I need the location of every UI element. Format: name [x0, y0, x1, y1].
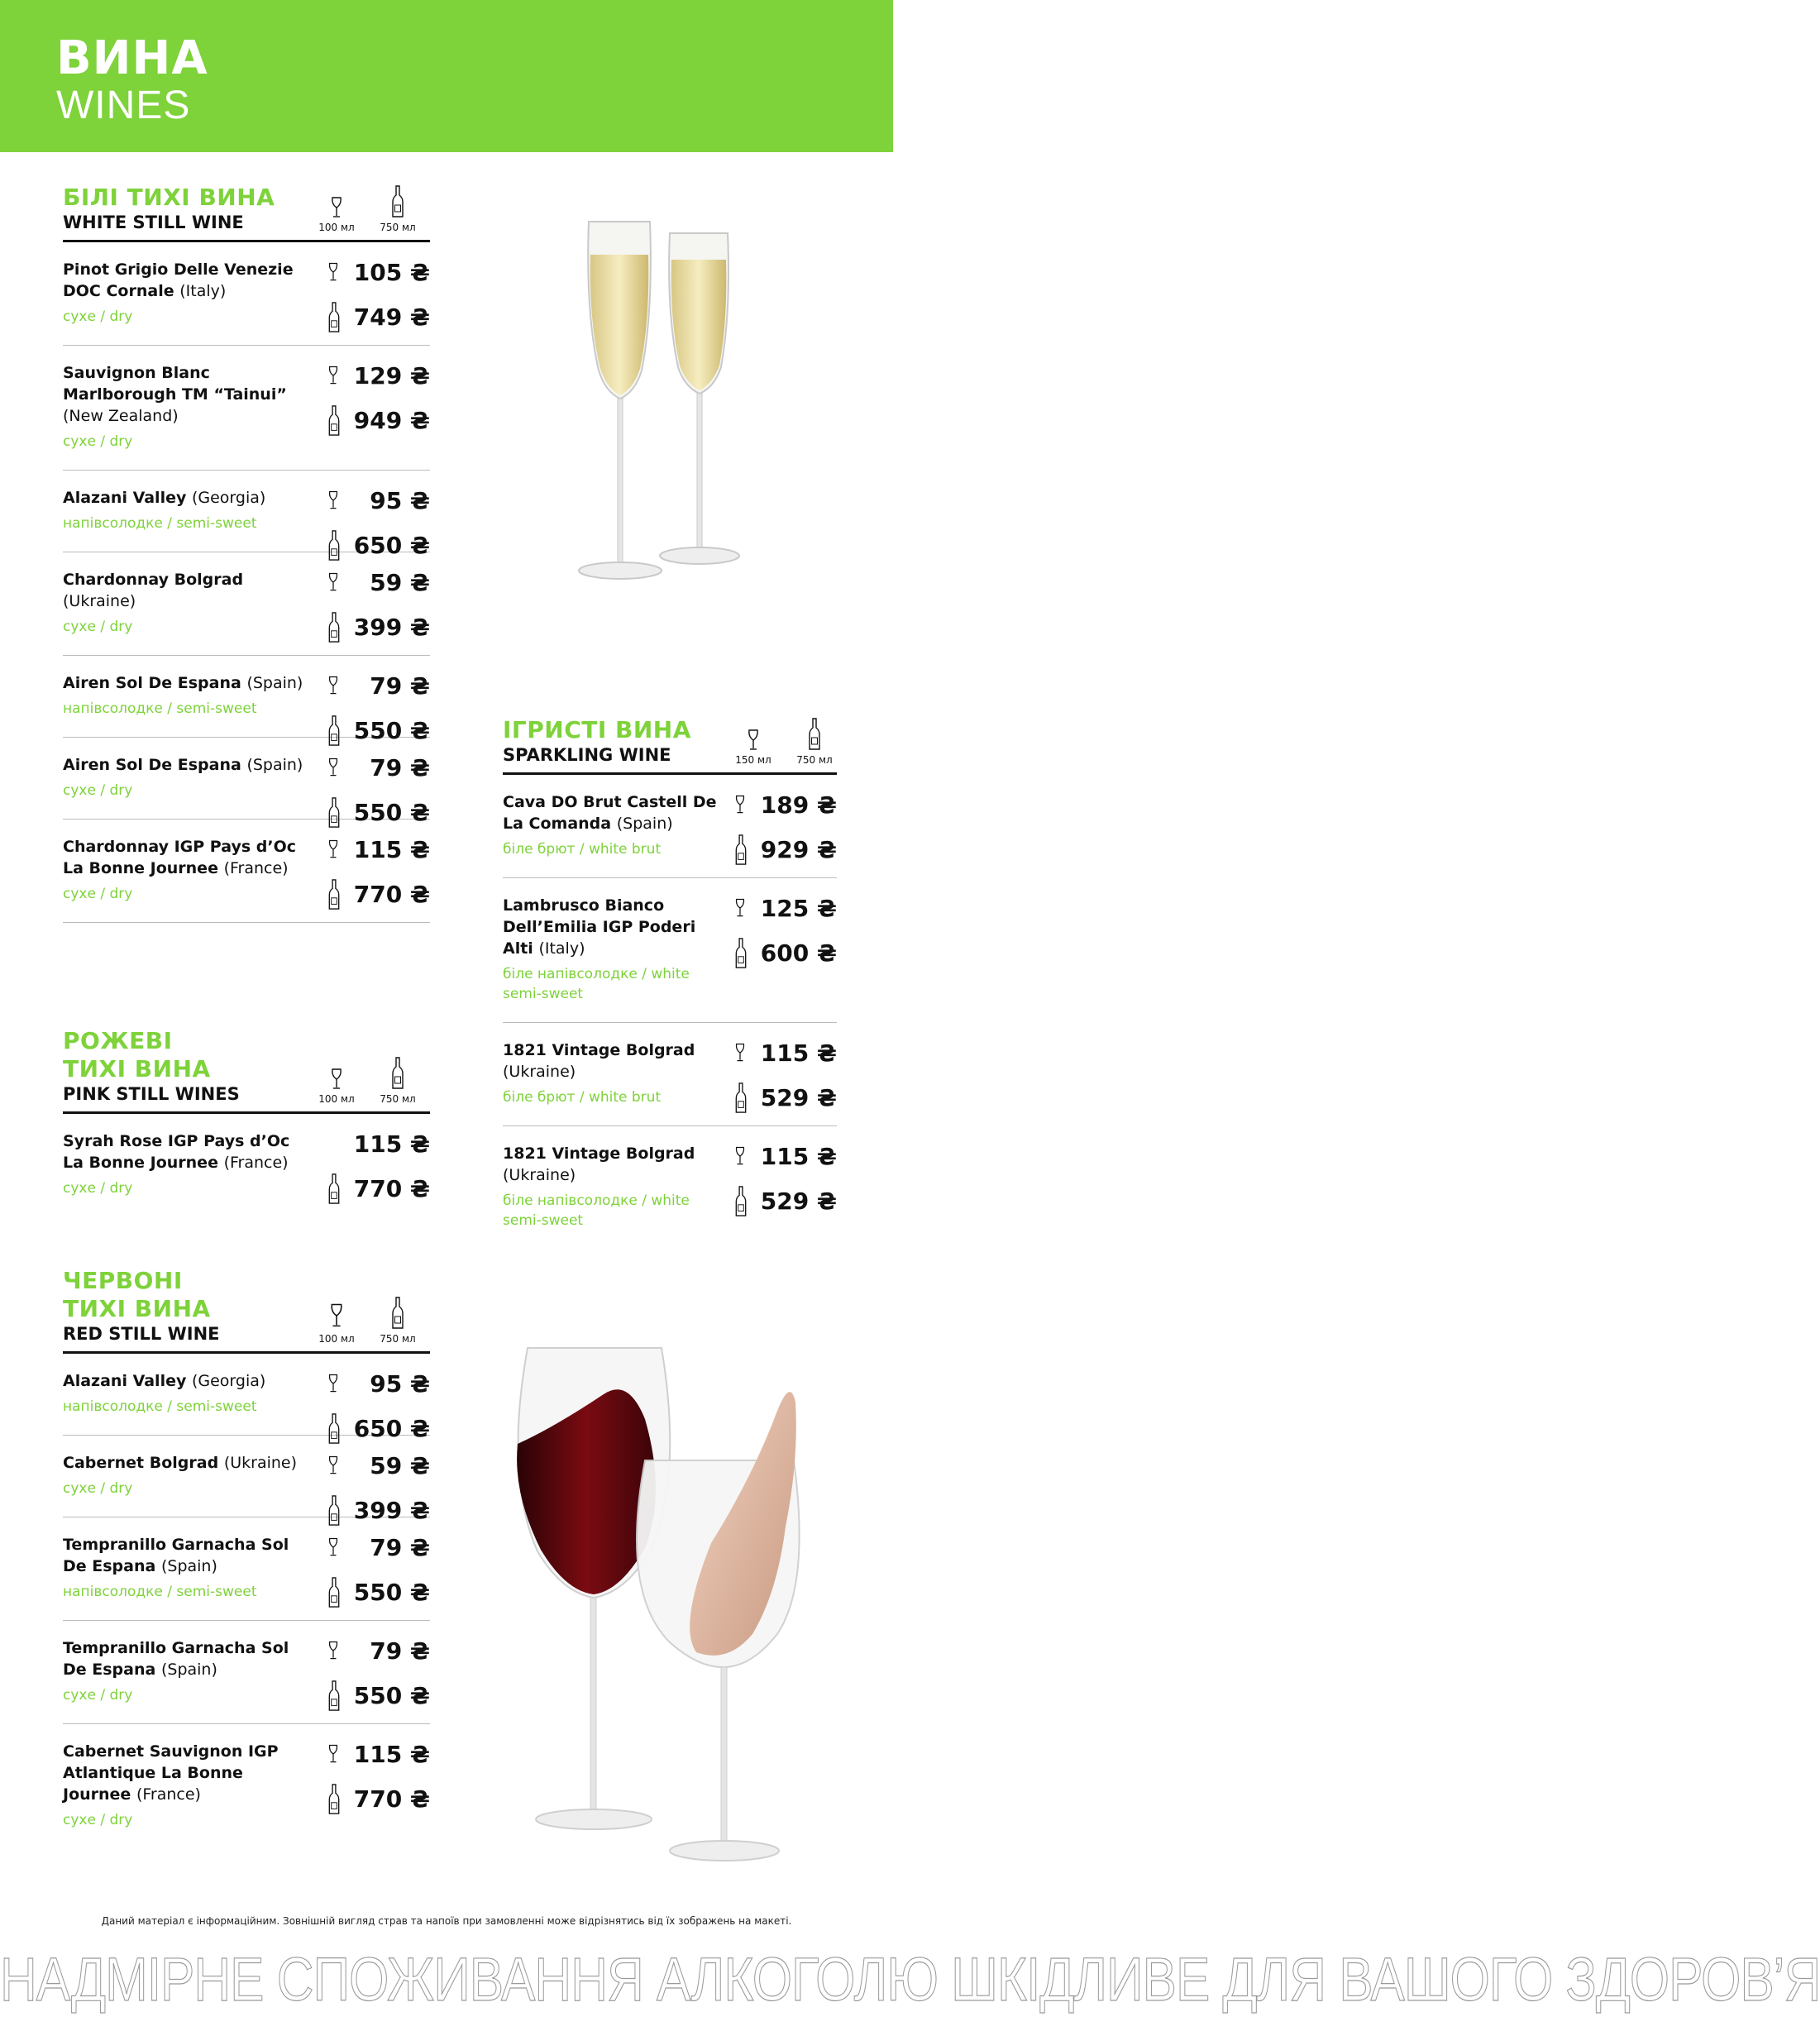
wine-item: [63, 552, 430, 656]
champagne-glasses-illustration: [562, 213, 777, 602]
glass-price: 59 ₴: [370, 569, 430, 596]
wine-origin: (Spain): [616, 815, 673, 833]
glass-price-row: [729, 891, 837, 936]
wine-bottle-icon: [327, 1173, 341, 1205]
wine-glass-icon: [327, 1744, 339, 1764]
glass-price-row: [322, 359, 430, 404]
wine-bottle-icon: [391, 1297, 404, 1330]
wine-glass-icon: [747, 729, 760, 751]
wine-bottle-icon: [734, 834, 748, 866]
wine-title: 1821 Vintage Bolgrad: [503, 1041, 695, 1059]
wine-name: [63, 487, 314, 509]
wine-glass-icon: [327, 1455, 339, 1475]
wine-glass-icon: [734, 795, 746, 815]
glass-price-row: [322, 566, 430, 610]
wine-bottle-icon: [734, 938, 748, 969]
wine-origin: (Ukraine): [63, 592, 136, 610]
wine-bottle-icon: [734, 1082, 748, 1114]
bottle-price: 529 ₴: [760, 1084, 837, 1111]
wine-title: Alazani Valley: [63, 489, 187, 507]
wine-name: [503, 1039, 721, 1082]
wine-glass-icon: [327, 1374, 339, 1393]
bottle-price: 749 ₴: [353, 303, 430, 331]
wine-glass-icon: [734, 898, 746, 918]
glass-price: 189 ₴: [760, 791, 837, 819]
wine-bottle-icon: [327, 1680, 341, 1712]
wine-origin: (Ukraine): [503, 1063, 576, 1081]
bottle-price: 770 ₴: [353, 1175, 430, 1202]
wine-glass-icon: [327, 366, 339, 385]
wine-title: Chardonnay Bolgrad: [63, 571, 244, 589]
wine-type: сухе / dry: [63, 886, 133, 902]
wine-bottle-icon: [327, 1784, 341, 1815]
wine-bottle-icon: [327, 612, 341, 643]
wine-name: [63, 836, 314, 879]
glass-price: 115 ₴: [760, 1039, 837, 1067]
pink-title-en: PINK STILL WINES: [63, 1084, 240, 1104]
volume-750ml: [369, 1057, 427, 1105]
price-block: [729, 891, 837, 981]
glass-price-row: [729, 1036, 837, 1081]
wine-item: [63, 346, 430, 471]
wine-name: [63, 1452, 314, 1474]
volume-label: 150 мл: [735, 754, 771, 766]
wine-type: біле брют / white brut: [503, 1089, 662, 1106]
wine-title: Cava DO Brut Castell De La Comanda: [503, 793, 717, 833]
price-block: [729, 1036, 837, 1125]
wine-type: напівсолодке / semi-sweet: [63, 1398, 257, 1415]
wine-type: сухе / dry: [63, 1480, 133, 1497]
wine-bottle-icon: [327, 405, 341, 437]
volume-100ml: [308, 1302, 365, 1345]
bottle-price: 399 ₴: [353, 1497, 430, 1524]
header-banner: [0, 0, 893, 152]
wine-bottle-icon: [327, 1577, 341, 1608]
bottle-price: 550 ₴: [353, 799, 430, 826]
price-block: [322, 1127, 430, 1216]
white-title-en: WHITE STILL WINE: [63, 213, 244, 232]
wine-type: сухе / dry: [63, 1180, 133, 1197]
wine-name: [63, 1534, 314, 1577]
white-title-ua: БІЛІ ТИХІ ВИНА: [63, 184, 275, 211]
wine-item: [63, 738, 430, 826]
wine-origin: (Spain): [246, 756, 303, 774]
bottle-price-row: [322, 404, 430, 448]
wine-name: [63, 1741, 314, 1805]
glass-price: 79 ₴: [370, 672, 430, 700]
wine-type: сухе / dry: [63, 308, 133, 325]
wine-item: [63, 1517, 430, 1621]
white-wine-section: [63, 184, 430, 923]
wine-title: Airen Sol De Espana: [63, 674, 241, 692]
red-title-ua-2: ТИХІ ВИНА: [63, 1295, 211, 1322]
wine-item: [63, 1724, 430, 1848]
glass-price: 79 ₴: [370, 754, 430, 781]
glass-price: 115 ₴: [353, 1130, 430, 1158]
bottle-price-row: [322, 1575, 430, 1620]
sparkling-section-header: [503, 716, 837, 775]
wine-origin: (Georgia): [191, 1372, 266, 1390]
volume-label: 100 мл: [318, 1093, 355, 1105]
volume-label: 100 мл: [318, 1333, 355, 1345]
wine-item: [63, 1621, 430, 1724]
wine-glass-icon: [327, 262, 339, 282]
wine-type: напівсолодке / semi-sweet: [63, 515, 257, 532]
sparkling-title-ua: ІГРИСТІ ВИНА: [503, 716, 691, 743]
wine-glass-icon: [327, 1641, 339, 1661]
wine-origin: (Spain): [160, 1661, 217, 1679]
wine-glass-icon: [327, 1537, 339, 1557]
wine-glass-icon: [327, 676, 339, 695]
glass-price-row: [322, 1531, 430, 1575]
wine-title: Alazani Valley: [63, 1372, 187, 1390]
bottle-price: 399 ₴: [353, 614, 430, 641]
wine-bottle-icon: [327, 302, 341, 333]
page-title-ua: ВИНА: [56, 31, 208, 85]
bottle-price: 550 ₴: [353, 1579, 430, 1606]
glass-price-row: [322, 833, 430, 877]
volume-label: 750 мл: [380, 1093, 416, 1105]
bottle-price: 770 ₴: [353, 1785, 430, 1813]
price-block: [322, 566, 430, 655]
wine-origin: (Italy): [179, 282, 227, 300]
sparkling-title-en: SPARKLING WINE: [503, 745, 671, 765]
wine-glass-icon: [734, 1146, 746, 1166]
red-title-en: RED STILL WINE: [63, 1324, 220, 1344]
wine-title: Syrah Rose IGP Pays d’Oc La Bonne Journee: [63, 1132, 290, 1172]
bottle-price: 600 ₴: [760, 939, 837, 967]
wine-name: [63, 1637, 314, 1680]
wine-origin: (France): [223, 859, 289, 877]
wine-glass-icon: [329, 1302, 344, 1330]
bottle-price: 650 ₴: [353, 1415, 430, 1442]
wine-bottle-icon: [327, 879, 341, 910]
wine-name: [63, 569, 314, 612]
bottle-price-row: [322, 877, 430, 922]
price-block: [322, 1634, 430, 1723]
glass-price-row: [322, 751, 430, 796]
volume-label: 750 мл: [796, 754, 833, 766]
wine-origin: (Ukraine): [223, 1454, 298, 1472]
wine-type: напівсолодке / semi-sweet: [63, 700, 257, 717]
wine-origin: (Georgia): [191, 489, 266, 507]
pink-section-header: [63, 1027, 430, 1114]
wine-item: [63, 1354, 430, 1442]
wine-origin: (France): [136, 1785, 201, 1804]
wine-glass-icon: [330, 1068, 343, 1090]
glass-price: 105 ₴: [353, 259, 430, 286]
wine-item: [503, 1126, 837, 1249]
page-title-en: WINES: [56, 84, 191, 127]
wine-glass-icon: [327, 839, 339, 859]
bottle-price: 550 ₴: [353, 1682, 430, 1709]
glass-price-row: [322, 484, 430, 528]
wine-title: Airen Sol De Espana: [63, 756, 241, 774]
bottle-price-row: [729, 1081, 837, 1125]
volume-100ml: [308, 1068, 365, 1105]
wine-item: [503, 775, 837, 878]
wine-title: Pinot Grigio Delle Venezie DOC Cornale: [63, 260, 294, 300]
wine-origin: (New Zealand): [63, 407, 179, 425]
wine-origin: (Italy): [538, 939, 585, 958]
wine-type: сухе / dry: [63, 1812, 133, 1828]
glass-price-row: [322, 1737, 430, 1782]
volume-150ml: [724, 729, 782, 766]
wine-item: [503, 1023, 837, 1126]
wine-item: [63, 471, 430, 559]
wine-type: напівсолодке / semi-sweet: [63, 1584, 257, 1600]
wine-name: [63, 1370, 314, 1392]
wine-title: 1821 Vintage Bolgrad: [503, 1145, 695, 1163]
wine-name: [63, 1130, 314, 1173]
wine-item: [63, 656, 430, 744]
wine-type: сухе / dry: [63, 433, 133, 450]
wine-title: Lambrusco Bianco Dell’Emilia IGP Poderi Alti: [503, 896, 696, 958]
volume-label: 750 мл: [380, 222, 416, 233]
wine-origin: (Ukraine): [503, 1166, 576, 1184]
red-section-header: [63, 1267, 430, 1354]
wine-type: біле напівсолодке / white semi-sweet: [503, 966, 690, 1002]
wine-type: біле напівсолодке / white semi-sweet: [503, 1192, 690, 1229]
wine-type: сухе / dry: [63, 1687, 133, 1704]
price-block: [729, 1140, 837, 1229]
bottle-price-row: [729, 833, 837, 877]
wine-name: [503, 895, 721, 959]
glass-price: 125 ₴: [760, 895, 837, 922]
glass-price-row: [322, 256, 430, 300]
wine-bottle-icon: [808, 718, 821, 751]
bottle-price: 770 ₴: [353, 881, 430, 908]
wine-bottle-icon: [734, 1186, 748, 1217]
sparkling-wine-section: [503, 716, 837, 1249]
glass-price-row: [729, 788, 837, 833]
glass-price-row: [322, 1127, 430, 1172]
price-block: [322, 256, 430, 345]
bottle-price-row: [322, 1782, 430, 1827]
glass-price-row: [322, 1449, 430, 1493]
bottle-price-row: [729, 936, 837, 981]
wine-bottle-icon: [391, 1057, 404, 1090]
white-section-header: [63, 184, 430, 242]
pink-title-ua-1: РОЖЕВІ: [63, 1027, 173, 1054]
glass-price: 59 ₴: [370, 1452, 430, 1479]
glass-price: 115 ₴: [353, 1741, 430, 1768]
wine-name: [63, 259, 314, 302]
wine-glass-icon: [327, 490, 339, 510]
price-block: [729, 788, 837, 877]
wine-origin: (France): [223, 1154, 289, 1172]
wine-name: [503, 791, 721, 834]
wine-glass-icon: [734, 1043, 746, 1063]
wine-item: [63, 1436, 430, 1524]
wine-item: [503, 878, 837, 1023]
glass-price-row: [322, 669, 430, 714]
wine-type: сухе / dry: [63, 782, 133, 799]
glass-price: 95 ₴: [370, 1370, 430, 1398]
wine-origin: (Spain): [246, 674, 303, 692]
glass-price-row: [322, 1367, 430, 1412]
volume-750ml: [369, 1297, 427, 1345]
volume-750ml: [786, 718, 843, 766]
wine-title: Tempranillo Garnacha Sol De Espana: [63, 1536, 289, 1575]
red-wine-section: [63, 1267, 430, 1848]
volume-100ml: [308, 197, 365, 233]
wine-item: [63, 1114, 430, 1216]
volume-label: 750 мл: [380, 1333, 416, 1345]
wine-item: [63, 820, 430, 923]
bottle-price: 529 ₴: [760, 1188, 837, 1215]
volume-label: 100 мл: [318, 222, 355, 233]
glass-price-row: [322, 1634, 430, 1679]
wine-name: [63, 754, 314, 776]
wine-type: сухе / dry: [63, 619, 133, 635]
bottle-price-row: [729, 1184, 837, 1229]
disclaimer-note: Даний матеріал є інформаційним. Зовнішній вигляд страв та напоїв при замовленні може відрізнятись від їх зображень на макеті.: [101, 1915, 792, 1927]
wine-title: Cabernet Bolgrad: [63, 1454, 219, 1472]
glass-price: 95 ₴: [370, 487, 430, 514]
wine-name: [63, 362, 314, 427]
bottle-price: 650 ₴: [353, 532, 430, 559]
wine-title: Cabernet Sauvignon IGP Atlantique La Bonne Journee: [63, 1742, 279, 1804]
wine-name: [503, 1143, 721, 1186]
glass-price-row: [729, 1140, 837, 1184]
health-warning: НАДМІРНЕ СПОЖИВАННЯ АЛКОГОЛЮ ШКІДЛИВЕ ДЛЯ ВАШОГО ЗДОРОВ’Я: [0, 1946, 1820, 2014]
wine-type: біле брют / white brut: [503, 841, 662, 858]
wine-glass-icon: [327, 572, 339, 592]
red-rose-wine-glasses-illustration: [504, 1345, 852, 1882]
bottle-price-row: [322, 610, 430, 655]
glass-price: 115 ₴: [353, 836, 430, 863]
price-block: [322, 1531, 430, 1620]
bottle-price-row: [322, 300, 430, 345]
wine-bottle-icon: [391, 185, 404, 218]
price-block: [322, 359, 430, 448]
wine-origin: (Spain): [160, 1557, 217, 1575]
wine-title: Sauvignon Blanc Marlborough TM “Tainui”: [63, 364, 287, 404]
glass-price: 115 ₴: [760, 1143, 837, 1170]
price-block: [322, 833, 430, 922]
volume-750ml: [369, 185, 427, 233]
wine-item: [63, 242, 430, 346]
wine-title: Chardonnay IGP Pays d’Oc La Bonne Journee: [63, 838, 297, 877]
bottle-price-row: [322, 1172, 430, 1216]
glass-price: 79 ₴: [370, 1534, 430, 1561]
price-block: [322, 1737, 430, 1827]
wine-glass-icon: [327, 757, 339, 777]
glass-price: 79 ₴: [370, 1637, 430, 1665]
wine-title: Tempranillo Garnacha Sol De Espana: [63, 1639, 289, 1679]
pink-title-ua-2: ТИХІ ВИНА: [63, 1055, 211, 1082]
red-title-ua-1: ЧЕРВОНІ: [63, 1267, 183, 1294]
pink-wine-section: [63, 1027, 430, 1216]
bottle-price: 550 ₴: [353, 717, 430, 744]
bottle-price: 949 ₴: [353, 407, 430, 434]
glass-price: 129 ₴: [353, 362, 430, 389]
wine-glass-icon: [330, 197, 343, 218]
bottle-price-row: [322, 1679, 430, 1723]
wine-name: [63, 672, 314, 694]
bottle-price: 929 ₴: [760, 836, 837, 863]
